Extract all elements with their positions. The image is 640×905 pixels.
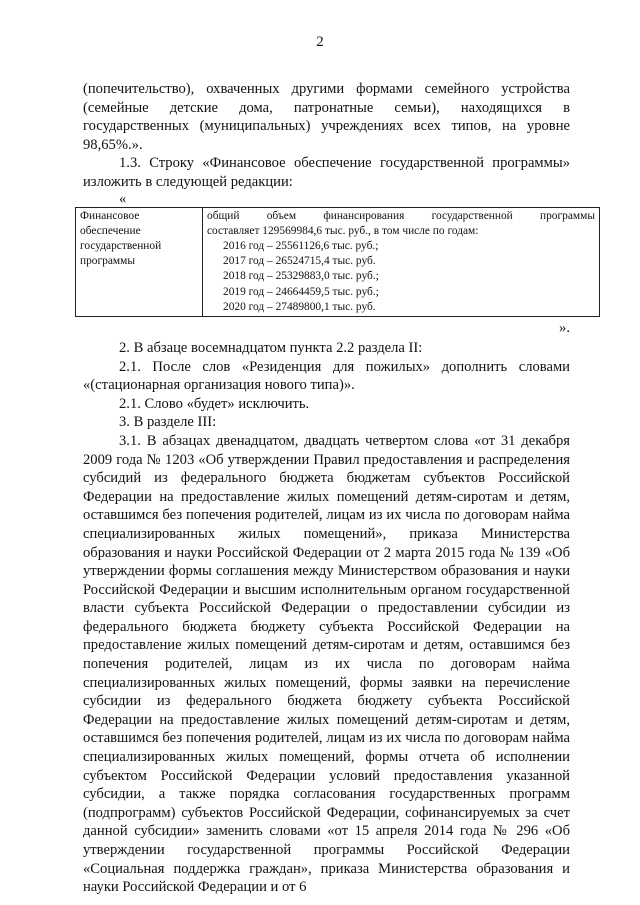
paragraph-continuation: (попечительство), охваченных другими формами семейного устройства (семейные детские дома, патронатные семьи), находящихся в государственных (муниципальных) учреждениях всех типов, на уровне 98,65%.». — [83, 81, 570, 153]
paragraph-3: 3. В разделе III: — [119, 414, 217, 431]
year-amount-line: 2020 год – 27489800,1 тыс. руб. — [223, 300, 376, 313]
financing-intro-line: составляет 129569984,6 тыс. руб., в том числе по годам: — [207, 224, 479, 237]
year-amount-line: 2019 год – 24664459,5 тыс. руб.; — [223, 285, 379, 298]
year-amount-line: 2016 год – 25561126,6 тыс. руб.; — [223, 239, 379, 252]
paragraph-1-3: 1.3. Строку «Финансовое обеспечение государственной программы» изложить в следующей редакции: — [83, 155, 570, 190]
quote-close-mark: ». — [559, 319, 570, 336]
year-amount-line: 2017 год – 26524715,4 тыс. руб. — [223, 255, 376, 268]
label-line: обеспечение — [80, 224, 141, 237]
year-amount-line: 2018 год – 25329883,0 тыс. руб.; — [223, 270, 379, 283]
label-line: Финансовое — [80, 209, 140, 222]
financing-intro-line: общий объем финансирования государственной программы — [207, 209, 595, 222]
label-line: государственной — [80, 239, 162, 252]
quote-open-mark: « — [119, 190, 127, 207]
table-row — [76, 207, 600, 316]
document-body — [80, 80, 595, 897]
paragraph-3-1: 3.1. В абзацах двенадцатом, двадцать четвертом слова «от 31 декабря 2009 года № 1203 «Об утверждении Правил предоставления и распределения субсидий из федерального бюджета бюджетам субъектов Российской Федерации на предоставление жилых помещений детям-сиротам и детям, оставшимся без попечения родителей, лицам из их числа по договорам найма специализированных жилых помещений», приказа Министерства образования и науки Российской Федерации от 2 марта 2015 года № 139 «Об утверждении формы соглашения между Министерством образования и науки Российской Федерации и высшим исполнительным органом государственной власти субъекта Российской Федерации о предоставлении субсидии из федерального бюджета бюджету субъекта Российской Федерации на предоставление жилых помещений детям-сиротам и детям, оставшимся без попечения родителей, лицам из их числа по договорам найма специализированных жилых помещений, формы заявки на перечисление субсидии из федерального бюджета бюджету субъекта Российской Федерации на предоставление жилых помещений детям-сиротам и детям, оставшимся без попечения родителей, лицам из их числа по договорам найма специализированных жилых помещений, формы отчета об исполнении субъектом Российской Федерации условий предоставления указанной субсидии, а также порядка согласования государственных программ (подпрограмм) субъектов Российской Федерации, софинансируемых за счет данной субсидии» заменить словами «от 15 апреля 2014 года № 296 «Об утверждении государственной программы Российской Федерации «Социальная поддержка граждан», приказа Министерства образования и науки Российской Федерации и от 6 — [83, 432, 570, 896]
table-cell-value — [203, 207, 600, 316]
paragraph-2-1: 2.1. После слов «Резиденция для пожилых» дополнить словами «(стационарная организация нового типа)». — [83, 358, 570, 394]
paragraph-2-1-b: 2.1. Слово «будет» исключить. — [119, 395, 310, 412]
financing-table — [75, 207, 600, 317]
paragraph-2: 2. В абзаце восемнадцатом пункта 2.2 раздела II: — [119, 339, 423, 356]
label-line: программы — [80, 255, 135, 268]
table-cell-label — [76, 207, 203, 316]
page-number: 2 — [316, 34, 324, 50]
